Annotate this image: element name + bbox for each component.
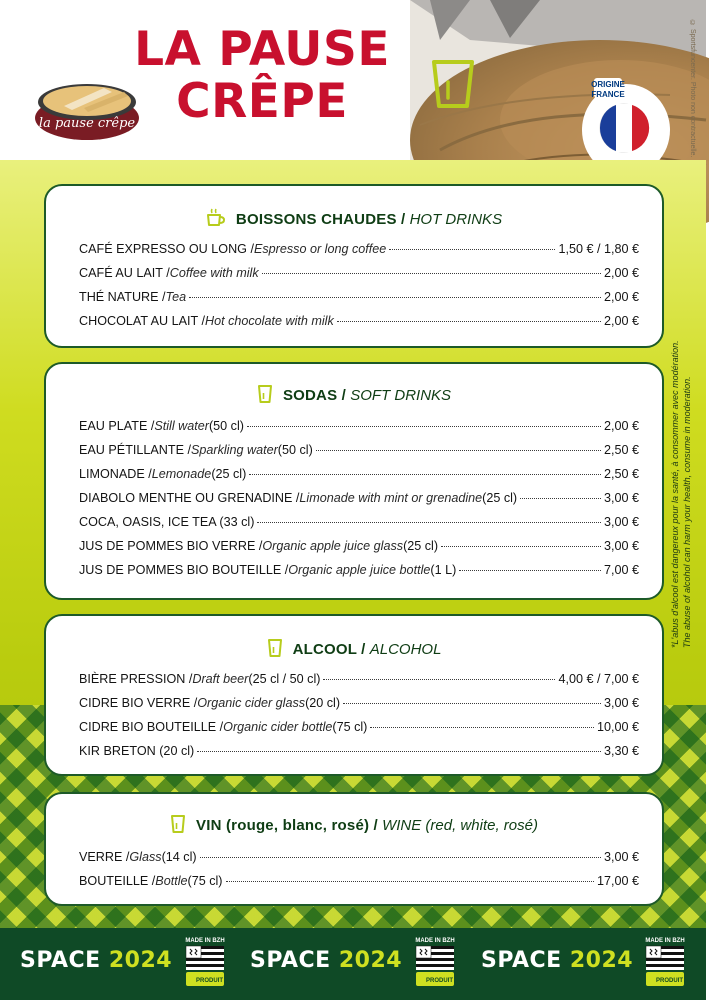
item-price: 2,00 € bbox=[603, 419, 639, 433]
menu-item bbox=[79, 266, 639, 284]
item-quantity: (25 cl) bbox=[211, 467, 247, 481]
item-name-en: Tea bbox=[165, 290, 187, 304]
item-price: 3,00 € bbox=[603, 515, 639, 529]
dot-leader bbox=[189, 296, 601, 298]
section-heading bbox=[46, 208, 662, 232]
item-quantity: (25 cl) bbox=[403, 539, 439, 553]
item-price: 2,50 € bbox=[603, 467, 639, 481]
item-name-fr: CHOCOLAT AU LAIT / bbox=[79, 314, 205, 328]
item-price: 7,00 € bbox=[603, 563, 639, 577]
dot-leader bbox=[441, 545, 601, 547]
item-price: 4,00 € / 7,00 € bbox=[558, 672, 639, 686]
event-word: SPACE bbox=[20, 948, 101, 973]
footer-banner bbox=[0, 928, 706, 1000]
dot-leader bbox=[247, 425, 601, 427]
origin-label-2: FRANCE bbox=[591, 90, 625, 99]
badge-label: MADE IN BZH bbox=[645, 938, 685, 944]
menu-item bbox=[79, 443, 639, 461]
svg-text:PRODUIT: PRODUIT bbox=[196, 978, 223, 984]
item-price: 10,00 € bbox=[596, 720, 639, 734]
disclaimer-fr: *L'abus d'alcool est dangereux pour la santé, à consommer avec modération. bbox=[670, 340, 680, 648]
item-name-fr: VERRE / bbox=[79, 850, 130, 864]
item-name-fr: BOUTEILLE / bbox=[79, 874, 156, 888]
menu-item bbox=[79, 874, 639, 892]
item-name-en: Organic cider bottle bbox=[223, 720, 333, 734]
section-hot-drinks bbox=[44, 184, 664, 348]
menu-item bbox=[79, 314, 639, 332]
item-quantity: (25 cl / 50 cl) bbox=[248, 672, 321, 686]
space-2024-label bbox=[481, 948, 633, 973]
dot-leader bbox=[249, 473, 601, 475]
item-name-en: Glass bbox=[129, 850, 162, 864]
event-year: 2024 bbox=[569, 948, 634, 973]
menu-item bbox=[79, 672, 639, 690]
item-name-fr: CAFÉ EXPRESSO OU LONG / bbox=[79, 242, 254, 256]
brand-logo bbox=[34, 80, 140, 142]
dot-leader bbox=[262, 272, 601, 274]
item-name-fr: DIABOLO MENTHE OU GRENADINE / bbox=[79, 491, 300, 505]
section-soft-drinks bbox=[44, 362, 664, 600]
item-name-en: Limonade with mint or grenadine bbox=[299, 491, 483, 505]
title-line-2: CRÊPE bbox=[176, 74, 348, 129]
section-heading bbox=[46, 638, 662, 662]
title-line-1: LA PAUSE bbox=[134, 22, 390, 77]
item-price: 3,00 € bbox=[603, 491, 639, 505]
section-title-fr: BOISSONS CHAUDES / bbox=[235, 211, 406, 228]
svg-text:PRODUIT: PRODUIT bbox=[426, 978, 453, 984]
item-price: 3,00 € bbox=[603, 539, 639, 553]
item-price: 2,00 € bbox=[603, 266, 639, 280]
header bbox=[0, 0, 706, 165]
dot-leader bbox=[316, 449, 601, 451]
item-name-en: Coffee with milk bbox=[169, 266, 259, 280]
page-title bbox=[122, 24, 402, 128]
item-name-fr: CIDRE BIO BOUTEILLE / bbox=[79, 720, 224, 734]
section-title-en: HOT DRINKS bbox=[409, 211, 503, 228]
dot-leader bbox=[200, 856, 601, 858]
dot-leader bbox=[257, 521, 601, 523]
event-word: SPACE bbox=[250, 948, 331, 973]
menu-item bbox=[79, 696, 639, 714]
badge-label: MADE IN BZH bbox=[185, 938, 225, 944]
dot-leader bbox=[337, 320, 601, 322]
badge-label: MADE IN BZH bbox=[415, 938, 455, 944]
dot-leader bbox=[389, 248, 555, 250]
item-name-en: Lemonade bbox=[151, 467, 212, 481]
section-title-fr: ALCOOL / bbox=[292, 641, 366, 658]
item-price: 17,00 € bbox=[596, 874, 639, 888]
item-name-en: Espresso or long coffee bbox=[253, 242, 387, 256]
photo-credit: © Sportsfuncenter. Photo non contractuelle. bbox=[689, 20, 696, 158]
item-price: 1,50 € / 1,80 € bbox=[558, 242, 639, 256]
dot-leader bbox=[323, 678, 555, 680]
section-title-en: WINE (red, white, rosé) bbox=[382, 817, 538, 834]
section-heading bbox=[46, 814, 662, 838]
menu-item bbox=[79, 515, 639, 533]
menu-item bbox=[79, 290, 639, 308]
glass-icon bbox=[267, 638, 283, 662]
item-name-en: Draft beer bbox=[192, 672, 249, 686]
menu-item bbox=[79, 491, 639, 509]
item-name-en: Organic apple juice glass bbox=[262, 539, 404, 553]
section-title-en: ALCOHOL bbox=[369, 641, 442, 658]
item-name-fr: THÉ NATURE / bbox=[79, 290, 166, 304]
item-price: 2,00 € bbox=[603, 314, 639, 328]
space-2024-label bbox=[20, 948, 172, 973]
item-quantity: (50 cl) bbox=[277, 443, 313, 457]
item-name-en: Hot chocolate with milk bbox=[204, 314, 334, 328]
menu-item bbox=[79, 467, 639, 485]
dot-leader bbox=[197, 750, 601, 752]
dot-leader bbox=[226, 880, 594, 882]
item-name-en: Organic apple juice bottle bbox=[288, 563, 431, 577]
origin-label-1: ORIGINE bbox=[591, 80, 625, 89]
section-title-fr: SODAS / bbox=[282, 387, 347, 404]
menu-item bbox=[79, 850, 639, 868]
dot-leader bbox=[343, 702, 601, 704]
item-name-fr: BIÈRE PRESSION / bbox=[79, 672, 193, 686]
made-in-bzh-badge bbox=[182, 938, 228, 990]
logo-text: la pause crêpe bbox=[38, 116, 136, 131]
item-name-fr: CAFÉ AU LAIT / bbox=[79, 266, 170, 280]
item-name-fr: EAU PLATE / bbox=[79, 419, 155, 433]
item-quantity: (75 cl) bbox=[332, 720, 368, 734]
item-price: 3,00 € bbox=[603, 696, 639, 710]
section-alcohol bbox=[44, 614, 664, 776]
item-name-en: Still water bbox=[154, 419, 209, 433]
event-word: SPACE bbox=[481, 948, 562, 973]
dot-leader bbox=[370, 726, 594, 728]
svg-text:PRODUIT: PRODUIT bbox=[656, 978, 683, 984]
item-quantity: (75 cl) bbox=[187, 874, 223, 888]
item-name-en: Bottle bbox=[155, 874, 188, 888]
item-name-en: Organic cider glass bbox=[197, 696, 306, 710]
alcohol-disclaimer bbox=[669, 318, 709, 648]
item-quantity: (25 cl) bbox=[482, 491, 518, 505]
item-quantity: (1 L) bbox=[430, 563, 457, 577]
dot-leader bbox=[520, 497, 601, 499]
item-quantity: (20 cl) bbox=[305, 696, 341, 710]
item-name-en: Sparkling water bbox=[190, 443, 278, 457]
event-year: 2024 bbox=[338, 948, 403, 973]
menu-item bbox=[79, 720, 639, 738]
menu-item bbox=[79, 242, 639, 260]
section-heading bbox=[46, 384, 662, 408]
dot-leader bbox=[459, 569, 601, 571]
item-name-fr: KIR BRETON (20 cl) bbox=[79, 744, 195, 758]
glass-icon bbox=[170, 814, 186, 838]
glass-icon bbox=[430, 58, 476, 110]
item-quantity: (50 cl) bbox=[208, 419, 244, 433]
item-name-fr: JUS DE POMMES BIO VERRE / bbox=[79, 539, 263, 553]
item-name-fr: LIMONADE / bbox=[79, 467, 152, 481]
section-title-fr: VIN (rouge, blanc, rosé) / bbox=[196, 817, 378, 834]
item-price: 3,30 € bbox=[603, 744, 639, 758]
section-title-en: SOFT DRINKS bbox=[350, 387, 452, 404]
item-quantity: (14 cl) bbox=[161, 850, 197, 864]
menu-item bbox=[79, 539, 639, 557]
disclaimer-en: The abuse of alcohol can harm your health, consume in moderation. bbox=[682, 376, 692, 648]
item-price: 2,00 € bbox=[603, 290, 639, 304]
section-wine bbox=[44, 792, 664, 906]
glass-icon bbox=[257, 384, 273, 408]
made-in-bzh-badge bbox=[412, 938, 458, 990]
space-2024-label bbox=[250, 948, 402, 973]
item-name-fr: CIDRE BIO VERRE / bbox=[79, 696, 198, 710]
hot-cup-icon bbox=[206, 208, 226, 232]
item-price: 3,00 € bbox=[603, 850, 639, 864]
menu-item bbox=[79, 563, 639, 581]
item-name-fr: EAU PÉTILLANTE / bbox=[79, 443, 191, 457]
event-year: 2024 bbox=[108, 948, 173, 973]
item-name-fr: JUS DE POMMES BIO BOUTEILLE / bbox=[79, 563, 289, 577]
menu-item bbox=[79, 744, 639, 762]
item-name-fr: COCA, OASIS, ICE TEA (33 cl) bbox=[79, 515, 255, 529]
made-in-bzh-badge bbox=[642, 938, 688, 990]
menu-item bbox=[79, 419, 639, 437]
item-price: 2,50 € bbox=[603, 443, 639, 457]
